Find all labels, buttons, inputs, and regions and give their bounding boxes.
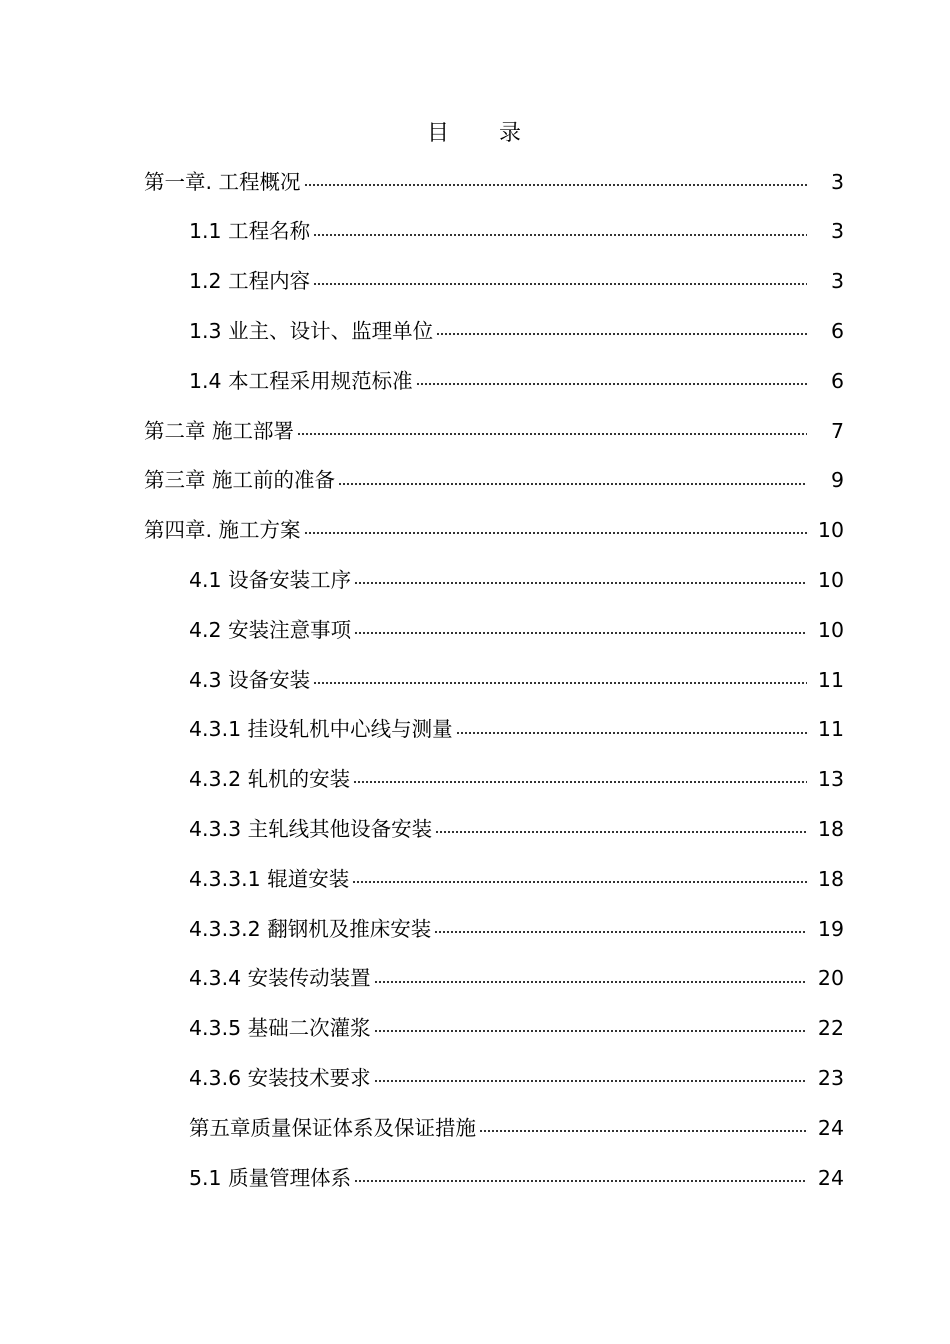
toc-entry-page-number: 13 — [817, 767, 844, 792]
toc-entry[interactable] — [0, 755, 950, 805]
toc-entry-text: 4.3.5 基础二次灌浆 — [189, 1016, 371, 1041]
toc-entry[interactable] — [0, 157, 950, 207]
toc-dot-leader — [416, 382, 807, 386]
toc-entry-page-number: 6 — [830, 368, 844, 393]
toc-dot-leader — [297, 432, 807, 436]
toc-dot-leader — [354, 1179, 807, 1183]
toc-dot-leader — [313, 282, 807, 286]
toc-entry-text: 1.4 本工程采用规范标准 — [189, 368, 413, 393]
toc-entry[interactable] — [0, 1004, 950, 1054]
toc-entry-page-number: 10 — [817, 518, 844, 543]
toc-entry[interactable] — [0, 207, 950, 257]
toc-entry-page-number: 18 — [817, 817, 844, 841]
toc-dot-leader — [479, 1129, 807, 1133]
toc-list — [0, 157, 950, 1203]
toc-entry-page-number: 20 — [817, 966, 844, 991]
toc-entry-text: 第二章 施工部署 — [144, 418, 295, 443]
toc-entry[interactable] — [0, 954, 950, 1004]
toc-dot-leader — [374, 1079, 807, 1083]
toc-entry-page-number: 3 — [830, 219, 844, 244]
toc-entry-page-number: 24 — [817, 1165, 844, 1190]
toc-entry[interactable] — [0, 555, 950, 605]
toc-entry[interactable] — [0, 306, 950, 356]
toc-entry[interactable] — [0, 1153, 950, 1203]
toc-entry[interactable] — [0, 456, 950, 506]
toc-title — [0, 116, 950, 147]
toc-entry-text: 1.3 业主、设计、监理单位 — [189, 319, 434, 344]
toc-entry-page-number: 22 — [817, 1016, 844, 1041]
toc-entry[interactable] — [0, 655, 950, 705]
toc-entry-page-number: 11 — [817, 717, 844, 742]
toc-entry-text: 第四章. 施工方案 — [144, 518, 301, 543]
toc-entry-page-number: 19 — [817, 916, 844, 941]
toc-title-char-2: 录 — [499, 121, 524, 146]
toc-entry-page-number: 11 — [817, 667, 844, 692]
toc-entry-page-number: 7 — [830, 418, 844, 443]
toc-entry-text: 4.3 设备安装 — [189, 667, 311, 692]
toc-dot-leader — [353, 780, 807, 784]
toc-dot-leader — [304, 183, 807, 187]
toc-entry-page-number: 3 — [830, 269, 844, 294]
toc-entry-text: 4.3.4 安装传动装置 — [189, 966, 371, 991]
toc-entry[interactable] — [0, 406, 950, 456]
toc-entry-page-number: 10 — [817, 568, 844, 593]
toc-entry-page-number: 24 — [817, 1115, 844, 1140]
toc-dot-leader — [434, 930, 807, 934]
toc-entry-text: 4.2 安装注意事项 — [189, 617, 352, 642]
toc-entry-page-number: 18 — [817, 866, 844, 891]
toc-entry-text: 第五章质量保证体系及保证措施 — [189, 1115, 476, 1140]
toc-entry-text: 4.3.2 轧机的安装 — [189, 767, 351, 792]
toc-entry-text: 1.1 工程名称 — [189, 219, 311, 244]
toc-dot-leader — [313, 233, 807, 237]
toc-entry[interactable] — [0, 257, 950, 307]
toc-entry-text: 4.3.3 主轧线其他设备安装 — [189, 817, 433, 841]
toc-entry[interactable] — [0, 854, 950, 904]
toc-entry-text: 4.3.3.1 辊道安装 — [189, 866, 350, 891]
toc-dot-leader — [374, 980, 807, 984]
toc-entry-page-number: 3 — [830, 169, 844, 194]
toc-entry-text: 第一章. 工程概况 — [144, 169, 301, 194]
toc-entry-page-number: 10 — [817, 617, 844, 642]
toc-dot-leader — [354, 631, 807, 635]
toc-entry[interactable] — [0, 1103, 950, 1153]
toc-entry[interactable] — [0, 605, 950, 655]
toc-dot-leader — [436, 332, 807, 336]
toc-dot-leader — [374, 1029, 807, 1033]
toc-entry[interactable] — [0, 506, 950, 556]
toc-entry-page-number: 6 — [830, 319, 844, 344]
toc-dot-leader — [313, 681, 807, 685]
toc-title-char-1: 目 — [426, 121, 451, 146]
toc-dot-leader — [304, 531, 807, 535]
toc-entry-text: 4.1 设备安装工序 — [189, 568, 352, 593]
toc-entry-text: 5.1 质量管理体系 — [189, 1165, 352, 1190]
toc-entry-page-number: 9 — [830, 468, 844, 493]
toc-entry-text: 4.3.6 安装技术要求 — [189, 1065, 371, 1090]
toc-entry-text: 1.2 工程内容 — [189, 269, 311, 294]
toc-entry[interactable] — [0, 804, 950, 854]
toc-entry-text: 4.3.1 挂设轧机中心线与测量 — [189, 717, 453, 742]
toc-entry[interactable] — [0, 904, 950, 954]
toc-dot-leader — [435, 830, 807, 834]
toc-entry[interactable] — [0, 1053, 950, 1103]
toc-entry-page-number: 23 — [817, 1065, 844, 1090]
toc-entry[interactable] — [0, 705, 950, 755]
toc-dot-leader — [352, 880, 807, 884]
toc-entry-text: 4.3.3.2 翻钢机及推床安装 — [189, 916, 432, 941]
toc-entry[interactable] — [0, 356, 950, 406]
toc-entry-text: 第三章 施工前的准备 — [144, 468, 336, 493]
toc-dot-leader — [456, 731, 807, 735]
toc-dot-leader — [354, 581, 807, 585]
toc-dot-leader — [338, 482, 807, 486]
